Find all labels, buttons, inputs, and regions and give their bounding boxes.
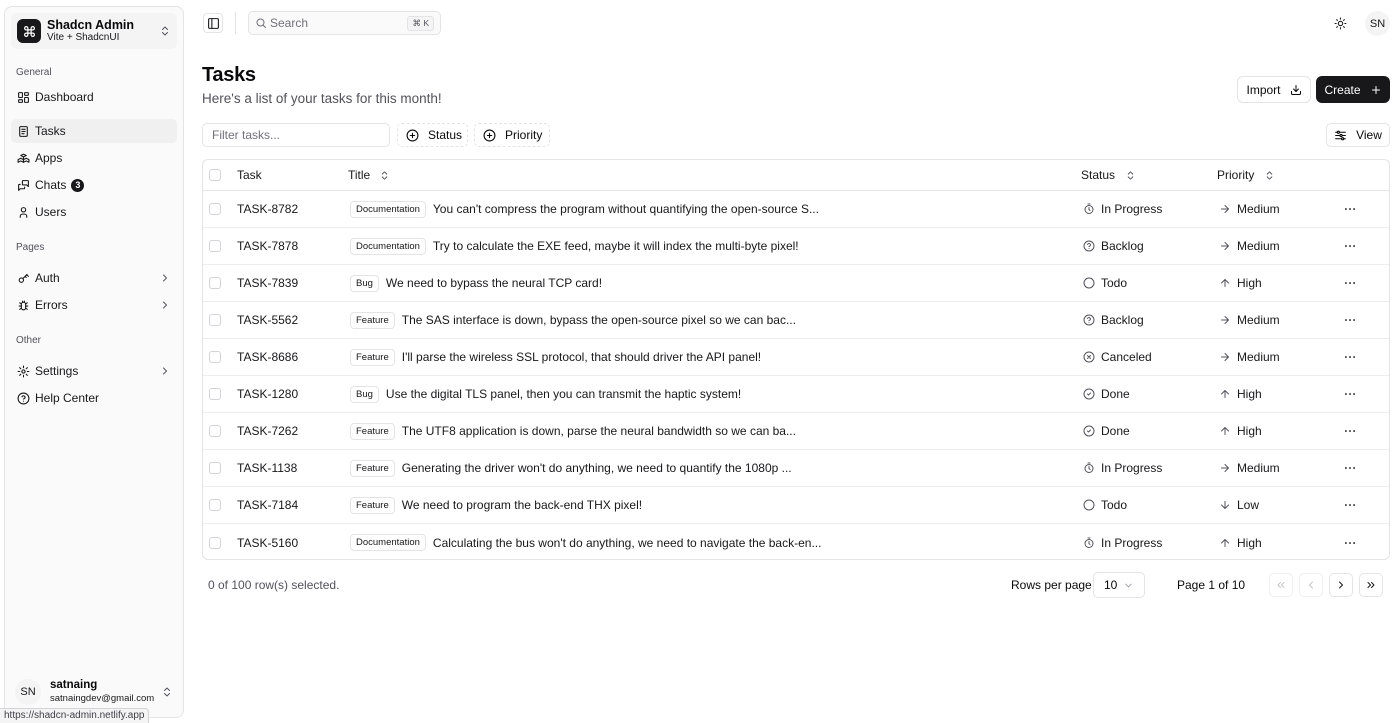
- priority-arrow-right-icon: [1219, 240, 1231, 252]
- task-title: The SAS interface is down, bypass the open-source pixel so we can bac...: [401, 313, 796, 327]
- team-switcher[interactable]: [11, 13, 177, 49]
- group-label-pages: Pages: [16, 242, 45, 253]
- task-title: Calculating the bus won't do anything, we need to navigate the back-en...: [432, 535, 822, 550]
- more-horizontal-icon: [1343, 424, 1357, 438]
- chevrons-up-down-icon: [161, 686, 173, 698]
- status-filter-button[interactable]: [397, 123, 468, 147]
- column-header-status[interactable]: [1081, 160, 1136, 190]
- task-title: The UTF8 application is down, parse the neural bandwidth so we can ba...: [401, 424, 796, 438]
- table-row[interactable]: [203, 487, 1389, 524]
- row-actions-button[interactable]: [1343, 339, 1357, 375]
- checklist-icon: [17, 125, 30, 138]
- task-label-badge: Feature: [350, 349, 395, 366]
- view-label: View: [1356, 128, 1382, 142]
- row-select-checkbox[interactable]: [209, 499, 221, 511]
- column-header-status-label: Status: [1081, 168, 1116, 182]
- task-label-badge: Bug: [350, 386, 379, 403]
- task-title: You can't compress the program without quantifying the open-source S...: [432, 202, 819, 216]
- table-row[interactable]: [203, 376, 1389, 413]
- status-timer-icon: [1083, 203, 1095, 215]
- row-select-checkbox[interactable]: [209, 537, 221, 549]
- chevron-down-icon: [1123, 580, 1134, 591]
- row-select-checkbox[interactable]: [209, 351, 221, 363]
- task-title: I'll parse the wireless SSL protocol, that should driver the API panel!: [401, 350, 762, 364]
- sidebar-item-label: Settings: [35, 364, 79, 378]
- users-icon: [17, 206, 30, 219]
- task-priority: [1219, 524, 1262, 560]
- user-email: satnaingdev@gmail.com: [50, 693, 155, 705]
- user-name: satnaing: [50, 679, 98, 692]
- group-label-other: Other: [16, 335, 42, 346]
- priority-label: High: [1237, 535, 1262, 550]
- task-id: TASK-7262: [237, 424, 299, 438]
- create-label: Create: [1324, 82, 1361, 97]
- priority-label: Medium: [1237, 202, 1280, 216]
- layout-dashboard-icon: [17, 91, 30, 104]
- rows-per-page-value: 10: [1104, 578, 1118, 592]
- table-row[interactable]: [203, 191, 1389, 228]
- task-status: [1083, 524, 1162, 560]
- task-label-badge: Feature: [350, 497, 395, 514]
- sort-icon: [379, 170, 390, 181]
- page-subtitle: Here's a list of your tasks for this month!: [202, 91, 442, 106]
- status-label: Canceled: [1101, 350, 1152, 364]
- team-subtitle: Vite + ShadcnUI: [47, 32, 120, 44]
- chevron-right-icon: [159, 365, 171, 377]
- task-id: TASK-1138: [237, 461, 298, 475]
- task-status: [1083, 413, 1130, 449]
- header-divider: [235, 12, 236, 34]
- sidebar-item-tasks[interactable]: [11, 119, 177, 143]
- column-header-task: Task: [237, 168, 262, 182]
- selection-info: 0 of 100 row(s) selected.: [208, 578, 340, 592]
- task-label-badge: Documentation: [350, 238, 426, 255]
- bug-icon: [17, 299, 30, 312]
- priority-label: Medium: [1237, 239, 1280, 253]
- search-icon: [255, 17, 267, 29]
- table-row[interactable]: [203, 228, 1389, 265]
- priority-filter-label: Priority: [505, 128, 543, 142]
- task-priority: [1219, 376, 1262, 412]
- row-select-checkbox[interactable]: [209, 314, 221, 326]
- row-select-checkbox[interactable]: [209, 425, 221, 437]
- messages-icon: [17, 179, 30, 192]
- sidebar-item-help-center[interactable]: [11, 386, 177, 410]
- sidebar-item-label: Help Center: [35, 391, 100, 405]
- chevrons-right-icon: [1365, 579, 1377, 591]
- sort-icon: [1264, 170, 1275, 181]
- task-priority: [1219, 228, 1280, 264]
- more-horizontal-icon: [1343, 461, 1357, 475]
- priority-label: Low: [1237, 498, 1260, 512]
- more-horizontal-icon: [1343, 276, 1357, 290]
- lock-icon: [17, 272, 30, 285]
- profile-avatar-button[interactable]: SN: [1365, 11, 1390, 36]
- more-horizontal-icon: [1343, 239, 1357, 253]
- select-all-checkbox[interactable]: [209, 169, 221, 181]
- task-status: [1083, 487, 1127, 523]
- status-check-circle-icon: [1083, 388, 1095, 400]
- sidebar-item-label: Dashboard: [35, 90, 94, 104]
- sidebar-item-users[interactable]: [11, 200, 177, 224]
- task-title: Generating the driver won't do anything, we need to quantify the 1080p ...: [401, 461, 792, 475]
- task-status: [1083, 191, 1162, 227]
- task-priority: [1219, 487, 1259, 523]
- row-select-checkbox[interactable]: [209, 240, 221, 252]
- column-header-title-label: Title: [348, 168, 371, 182]
- row-actions-button[interactable]: [1343, 524, 1357, 560]
- priority-arrow-up-icon: [1219, 388, 1231, 400]
- rows-per-page-select[interactable]: [1093, 572, 1145, 598]
- priority-arrow-up-icon: [1219, 277, 1231, 289]
- chevrons-left-icon: [1275, 579, 1287, 591]
- task-priority: [1219, 191, 1280, 227]
- packages-icon: [17, 152, 30, 165]
- status-label: Backlog: [1101, 313, 1144, 327]
- column-header-title[interactable]: [348, 160, 390, 190]
- row-actions-button[interactable]: [1343, 265, 1357, 301]
- task-priority: [1219, 265, 1262, 301]
- chevron-right-icon: [1335, 579, 1347, 591]
- table-row[interactable]: [203, 302, 1389, 339]
- priority-filter-button[interactable]: [474, 123, 550, 147]
- search-shortcut: ⌘ K: [407, 16, 434, 31]
- task-label-badge: Bug: [350, 275, 379, 292]
- sidebar-item-errors[interactable]: [11, 293, 177, 317]
- task-id: TASK-5160: [237, 535, 299, 550]
- task-status: [1083, 265, 1127, 301]
- more-horizontal-icon: [1343, 350, 1357, 364]
- priority-label: Medium: [1237, 350, 1280, 364]
- task-priority: [1219, 302, 1280, 338]
- task-label-badge: Feature: [350, 423, 395, 440]
- task-status: [1083, 339, 1152, 375]
- more-horizontal-icon: [1343, 536, 1357, 550]
- filter-tasks-input[interactable]: Filter tasks...: [202, 123, 390, 147]
- task-label-badge: Documentation: [350, 201, 426, 218]
- row-select-checkbox[interactable]: [209, 388, 221, 400]
- sidebar-item-label: Users: [35, 205, 67, 219]
- task-title: We need to program the back-end THX pixel!: [401, 498, 643, 512]
- user-menu[interactable]: [11, 677, 177, 707]
- priority-arrow-up-icon: [1219, 425, 1231, 437]
- sort-icon: [1125, 170, 1136, 181]
- download-icon: [1290, 84, 1302, 96]
- next-page-button[interactable]: [1329, 573, 1353, 597]
- table-row[interactable]: [203, 524, 1389, 560]
- sidebar-item-label: Errors: [35, 298, 68, 312]
- column-header-priority[interactable]: [1217, 160, 1275, 190]
- priority-label: High: [1237, 387, 1262, 401]
- table-row[interactable]: [203, 450, 1389, 487]
- help-circle-icon: [17, 392, 30, 405]
- last-page-button[interactable]: [1359, 573, 1383, 597]
- more-horizontal-icon: [1343, 387, 1357, 401]
- priority-arrow-up-icon: [1219, 537, 1231, 549]
- task-id: TASK-7839: [237, 276, 299, 290]
- task-id: TASK-7184: [237, 498, 299, 512]
- more-horizontal-icon: [1343, 202, 1357, 216]
- sidebar-item-auth[interactable]: [11, 266, 177, 290]
- task-priority: [1219, 450, 1280, 486]
- sidebar-item-label: Chats: [35, 178, 67, 192]
- theme-toggle-button[interactable]: [1330, 13, 1350, 33]
- previous-page-button[interactable]: [1299, 573, 1323, 597]
- task-status: [1083, 376, 1130, 412]
- sliders-icon: [1334, 129, 1347, 142]
- chevrons-up-down-icon: [159, 25, 171, 37]
- status-label: In Progress: [1101, 461, 1163, 475]
- row-actions-button[interactable]: [1343, 228, 1357, 264]
- status-label: Todo: [1101, 498, 1128, 512]
- status-label: Todo: [1101, 276, 1128, 290]
- row-select-checkbox[interactable]: [209, 277, 221, 289]
- row-actions-button[interactable]: [1343, 487, 1357, 523]
- sidebar-item-chats[interactable]: [11, 173, 177, 197]
- status-label: Backlog: [1101, 239, 1144, 253]
- search-input[interactable]: [248, 11, 441, 35]
- status-x-circle-icon: [1083, 351, 1095, 363]
- command-icon: [17, 19, 41, 43]
- task-label-badge: Feature: [350, 460, 395, 477]
- task-priority: [1219, 413, 1262, 449]
- table-row[interactable]: [203, 339, 1389, 376]
- status-check-circle-icon: [1083, 425, 1095, 437]
- status-circle-icon: [1083, 499, 1095, 511]
- status-bar-url: https://shadcn-admin.netlify.app: [0, 708, 149, 723]
- status-help-circle-icon: [1083, 240, 1095, 252]
- status-filter-label: Status: [428, 128, 463, 142]
- chevron-right-icon: [159, 299, 171, 311]
- group-label-general: General: [16, 67, 52, 78]
- import-button[interactable]: [1237, 76, 1311, 103]
- more-horizontal-icon: [1343, 313, 1357, 327]
- rows-per-page-label: Rows per page: [1011, 578, 1092, 592]
- status-label: Done: [1101, 387, 1130, 401]
- row-select-checkbox[interactable]: [209, 203, 221, 215]
- sidebar: [4, 6, 184, 718]
- create-button[interactable]: [1316, 76, 1390, 103]
- priority-label: High: [1237, 276, 1262, 290]
- status-help-circle-icon: [1083, 314, 1095, 326]
- status-timer-icon: [1083, 462, 1095, 474]
- priority-arrow-down-icon: [1219, 499, 1231, 511]
- column-header-priority-label: Priority: [1217, 168, 1255, 182]
- task-id: TASK-7878: [237, 239, 299, 253]
- table-row[interactable]: [203, 413, 1389, 450]
- priority-arrow-right-icon: [1219, 203, 1231, 215]
- priority-label: Medium: [1237, 461, 1280, 475]
- task-id: TASK-5562: [237, 313, 299, 327]
- task-label-badge: Feature: [350, 312, 395, 329]
- priority-arrow-right-icon: [1219, 314, 1231, 326]
- task-status: [1083, 228, 1144, 264]
- priority-label: High: [1237, 424, 1262, 438]
- first-page-button[interactable]: [1269, 573, 1293, 597]
- tasks-table: [202, 159, 1390, 560]
- more-horizontal-icon: [1343, 498, 1357, 512]
- sidebar-item-settings[interactable]: [11, 359, 177, 383]
- status-label: In Progress: [1101, 202, 1163, 216]
- row-actions-button[interactable]: [1343, 450, 1357, 486]
- plus-icon: [1370, 84, 1382, 96]
- import-label: Import: [1246, 82, 1281, 97]
- status-label: In Progress: [1101, 535, 1163, 550]
- priority-label: Medium: [1237, 313, 1280, 327]
- chats-count-badge: 3: [71, 179, 84, 192]
- page-title: Tasks: [202, 64, 256, 86]
- task-status: [1083, 450, 1162, 486]
- plus-circle-icon: [483, 129, 496, 142]
- search-label: Search: [270, 16, 309, 30]
- sidebar-item-label: Tasks: [35, 124, 66, 138]
- view-options-button[interactable]: [1326, 123, 1390, 147]
- sidebar-item-apps[interactable]: [11, 146, 177, 170]
- status-timer-icon: [1083, 537, 1095, 549]
- row-actions-button[interactable]: [1343, 376, 1357, 412]
- chevron-right-icon: [159, 272, 171, 284]
- page-info: Page 1 of 10: [1177, 578, 1246, 592]
- row-actions-button[interactable]: [1343, 302, 1357, 338]
- chevron-left-icon: [1305, 579, 1317, 591]
- task-label-badge: Documentation: [350, 534, 426, 551]
- panel-left-icon: [207, 17, 220, 30]
- status-label: Done: [1101, 424, 1130, 438]
- settings-icon: [17, 365, 30, 378]
- table-header: [203, 160, 1389, 191]
- row-actions-button[interactable]: [1343, 413, 1357, 449]
- task-id: TASK-8686: [237, 350, 299, 364]
- status-circle-icon: [1083, 277, 1095, 289]
- row-select-checkbox[interactable]: [209, 462, 221, 474]
- task-id: TASK-8782: [237, 202, 299, 216]
- priority-arrow-right-icon: [1219, 351, 1231, 363]
- table-row[interactable]: [203, 265, 1389, 302]
- avatar: SN: [15, 679, 41, 705]
- task-title: Use the digital TLS panel, then you can transmit the haptic system!: [385, 387, 742, 401]
- sun-icon: [1334, 17, 1347, 30]
- task-status: [1083, 302, 1144, 338]
- task-title: Try to calculate the EXE feed, maybe it will index the multi-byte pixel!: [432, 239, 799, 253]
- priority-arrow-right-icon: [1219, 462, 1231, 474]
- task-title: We need to bypass the neural TCP card!: [385, 276, 603, 290]
- sidebar-item-label: Auth: [35, 271, 60, 285]
- sidebar-item-label: Apps: [35, 151, 63, 165]
- task-id: TASK-1280: [237, 387, 299, 401]
- team-name: Shadcn Admin: [47, 17, 135, 32]
- plus-circle-icon: [406, 129, 419, 142]
- sidebar-item-dashboard[interactable]: [11, 85, 177, 109]
- row-actions-button[interactable]: [1343, 191, 1357, 227]
- task-priority: [1219, 339, 1280, 375]
- sidebar-toggle-button[interactable]: [203, 13, 223, 33]
